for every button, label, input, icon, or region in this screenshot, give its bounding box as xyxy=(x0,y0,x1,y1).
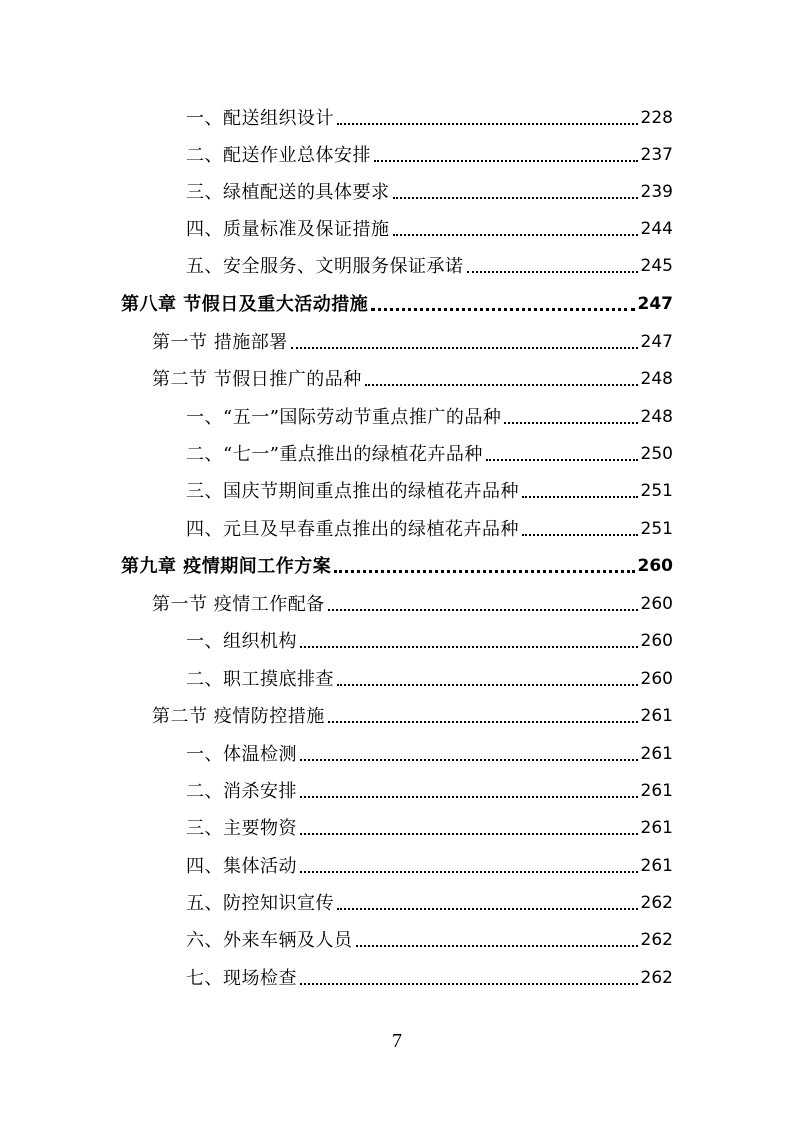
toc-entry-title: 一、配送组织设计 xyxy=(186,108,334,129)
toc-entry-title: 二、消杀安排 xyxy=(186,781,297,802)
dot-leader xyxy=(337,123,638,125)
dot-leader xyxy=(522,534,638,536)
dot-leader xyxy=(300,796,638,798)
toc-entry[interactable] xyxy=(186,473,673,510)
toc-entry-page: 247 xyxy=(637,294,673,314)
toc-entry-title: 三、绿植配送的具体要求 xyxy=(186,182,390,203)
dot-leader xyxy=(371,308,634,311)
dot-leader xyxy=(337,684,638,686)
toc-section-entry[interactable] xyxy=(152,361,673,398)
dot-leader xyxy=(328,609,638,611)
toc-chapter-entry[interactable] xyxy=(121,286,673,323)
toc-entry-title: 七、现场检查 xyxy=(186,968,297,989)
toc-entry-title: 四、质量标准及保证措施 xyxy=(186,219,390,240)
toc-entry-page: 260 xyxy=(640,669,673,689)
toc-entry[interactable] xyxy=(186,399,673,436)
toc-entry-title: 第一节 措施部署 xyxy=(152,332,288,353)
toc-section-entry[interactable] xyxy=(152,698,673,735)
dot-leader xyxy=(300,833,638,835)
toc-entry-page: 228 xyxy=(640,108,673,128)
toc-entry[interactable] xyxy=(186,248,673,285)
toc-entry-page: 260 xyxy=(637,556,673,576)
toc-entry-page: 262 xyxy=(640,893,673,913)
dot-leader xyxy=(522,496,638,498)
dot-leader xyxy=(334,570,634,573)
toc-entry-page: 251 xyxy=(640,519,673,539)
toc-entry[interactable] xyxy=(186,922,673,959)
toc-entry-title: 二、配送作业总体安排 xyxy=(186,145,371,166)
toc-entry[interactable] xyxy=(186,848,673,885)
toc-entry[interactable] xyxy=(186,810,673,847)
toc-entry-page: 245 xyxy=(640,256,673,276)
toc-entry-page: 250 xyxy=(640,444,673,464)
toc-entry-page: 248 xyxy=(640,407,673,427)
toc-entry-page: 251 xyxy=(640,481,673,501)
toc-entry-title: 二、职工摸底排查 xyxy=(186,669,334,690)
toc-section-entry[interactable] xyxy=(152,324,673,361)
toc-entry-title: 第二节 节假日推广的品种 xyxy=(152,369,362,390)
toc-entry[interactable] xyxy=(186,773,673,810)
toc-entry[interactable] xyxy=(186,661,673,698)
toc-entry[interactable] xyxy=(186,100,673,137)
toc-entry-title: 第八章 节假日及重大活动措施 xyxy=(121,294,369,315)
dot-leader xyxy=(486,459,638,461)
toc-entry-title: 第九章 疫情期间工作方案 xyxy=(121,556,332,577)
toc-entry[interactable] xyxy=(186,623,673,660)
dot-leader xyxy=(300,871,638,873)
toc-entry-page: 261 xyxy=(640,856,673,876)
toc-entry-page: 261 xyxy=(640,744,673,764)
toc-entry-page: 244 xyxy=(640,219,673,239)
toc-entry[interactable] xyxy=(186,885,673,922)
toc-entry[interactable] xyxy=(186,436,673,473)
dot-leader xyxy=(291,347,638,349)
toc-entry-title: 二、“七一”重点推出的绿植花卉品种 xyxy=(186,444,483,465)
toc-entry[interactable] xyxy=(186,137,673,174)
toc-entry-title: 一、体温检测 xyxy=(186,744,297,765)
dot-leader xyxy=(393,197,638,199)
toc-entry-title: 六、外来车辆及人员 xyxy=(186,930,353,951)
toc-entry-title: 第二节 疫情防控措施 xyxy=(152,706,325,727)
toc-entry[interactable] xyxy=(186,511,673,548)
toc-entry-page: 261 xyxy=(640,706,673,726)
dot-leader xyxy=(467,271,638,273)
toc-entry-title: 一、组织机构 xyxy=(186,631,297,652)
toc-section-entry[interactable] xyxy=(152,586,673,623)
toc-entry-page: 247 xyxy=(640,332,673,352)
toc-entry-title: 四、元旦及早春重点推出的绿植花卉品种 xyxy=(186,519,519,540)
toc-entry-title: 一、“五一”国际劳动节重点推广的品种 xyxy=(186,407,502,428)
toc-entry-title: 四、集体活动 xyxy=(186,856,297,877)
toc-entry-page: 260 xyxy=(640,594,673,614)
toc-entry-page: 237 xyxy=(640,145,673,165)
dot-leader xyxy=(300,759,638,761)
toc-entry-page: 262 xyxy=(640,930,673,950)
toc-entry-page: 248 xyxy=(640,369,673,389)
dot-leader xyxy=(374,160,638,162)
dot-leader xyxy=(504,422,637,424)
dot-leader xyxy=(365,384,638,386)
toc-entry-page: 262 xyxy=(640,968,673,988)
toc-entry[interactable] xyxy=(186,960,673,997)
toc-entry-title: 五、安全服务、文明服务保证承诺 xyxy=(186,256,464,277)
dot-leader xyxy=(393,234,638,236)
toc-entry[interactable] xyxy=(186,174,673,211)
dot-leader xyxy=(300,983,638,985)
toc-entry[interactable] xyxy=(186,211,673,248)
dot-leader xyxy=(328,721,638,723)
dot-leader xyxy=(300,646,638,648)
dot-leader xyxy=(337,908,638,910)
toc-entry-page: 261 xyxy=(640,781,673,801)
toc-entry-title: 三、国庆节期间重点推出的绿植花卉品种 xyxy=(186,481,519,502)
toc-entry-title: 五、防控知识宣传 xyxy=(186,893,334,914)
toc-entry-page: 239 xyxy=(640,182,673,202)
page-number: 7 xyxy=(392,1030,402,1052)
toc-chapter-entry[interactable] xyxy=(121,548,673,585)
toc-entry[interactable] xyxy=(186,736,673,773)
toc-entry-page: 260 xyxy=(640,631,673,651)
toc-entry-title: 第一节 疫情工作配备 xyxy=(152,594,325,615)
toc-entry-title: 三、主要物资 xyxy=(186,818,297,839)
toc-entry-page: 261 xyxy=(640,818,673,838)
dot-leader xyxy=(356,945,638,947)
